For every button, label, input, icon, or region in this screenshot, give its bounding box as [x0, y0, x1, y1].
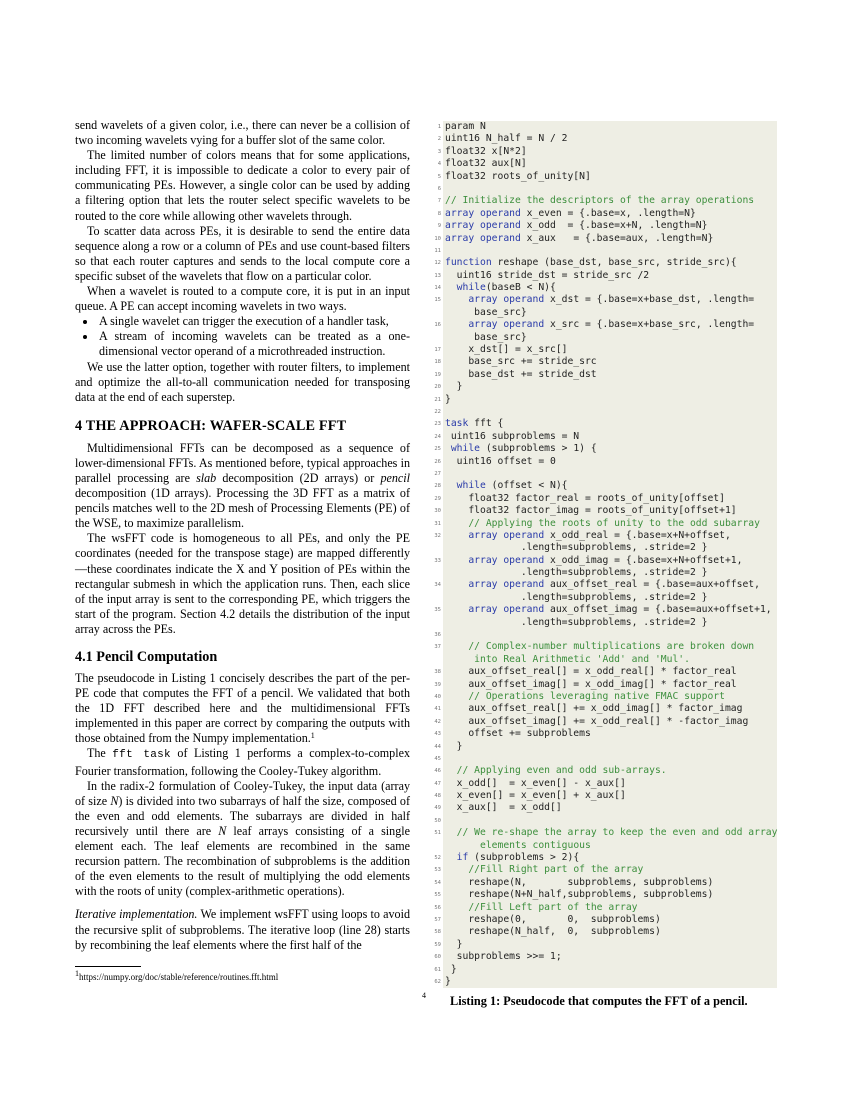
line-number: 27: [434, 470, 441, 477]
line-number: 2: [437, 136, 441, 143]
code-text: array operand x_odd = {.base=x+N, .length=N}: [443, 220, 777, 232]
line-number: 5: [437, 173, 441, 180]
code-text: base_src}: [443, 307, 777, 319]
code-line: [427, 964, 777, 976]
line-number: 14: [434, 285, 441, 292]
line-number: 59: [434, 941, 441, 948]
line-number: 34: [434, 582, 441, 589]
line-number: 60: [434, 954, 441, 961]
code-line: [427, 121, 777, 133]
code-text: }: [443, 381, 777, 393]
code-text: array operand x_odd_real = {.base=x+N+offset,: [443, 530, 777, 542]
code-line: [427, 889, 777, 901]
code-text: while (offset < N){: [443, 480, 777, 492]
code-line: [427, 592, 777, 604]
code-line: [427, 939, 777, 951]
code-text: }: [443, 939, 777, 951]
code-text: float32 x[N*2]: [443, 146, 777, 158]
code-text: float32 factor_real = roots_of_unity[offset]: [443, 493, 777, 505]
code-line: [427, 629, 777, 641]
line-number: 42: [434, 718, 441, 725]
code-listing: [427, 121, 777, 988]
line-number: 20: [434, 384, 441, 391]
code-line: [427, 431, 777, 443]
line-number: 61: [434, 966, 441, 973]
line-number: 50: [434, 817, 441, 824]
code-line: [427, 307, 777, 319]
line-number: 13: [434, 272, 441, 279]
line-number: 26: [434, 458, 441, 465]
code-text: // Complex-number multiplications are broken down: [443, 641, 777, 653]
code-text: // Applying even and odd sub-arrays.: [443, 765, 777, 777]
code-text: uint16 subproblems = N: [443, 431, 777, 443]
code-text: if (subproblems > 2){: [443, 852, 777, 864]
line-number: [427, 542, 443, 554]
line-number: 7: [437, 198, 441, 205]
code-text: x_dst[] = x_src[]: [443, 344, 777, 356]
code-line: [427, 691, 777, 703]
code-line: [427, 480, 777, 492]
line-number: 3: [437, 148, 441, 155]
code-line: [427, 864, 777, 876]
code-text: offset += subproblems: [443, 728, 777, 740]
line-number: [427, 654, 443, 666]
code-line: [427, 443, 777, 455]
code-line: [427, 158, 777, 170]
code-text: array operand x_odd_imag = {.base=x+N+offset+1,: [443, 555, 777, 567]
code-line: [427, 282, 777, 294]
line-number: [427, 840, 443, 852]
code-text: uint16 offset = 0: [443, 456, 777, 468]
code-text: base_src}: [443, 332, 777, 344]
code-line: [427, 926, 777, 938]
paragraph: send wavelets of a given color, i.e., there can never be a collision of two incoming wavelets vying for a buffer slot of the same color.: [75, 118, 410, 148]
code-line: [427, 542, 777, 554]
code-text: }: [443, 976, 777, 988]
code-text: array operand x_src = {.base=x+base_src, .length=: [443, 319, 777, 331]
code-text: reshape(N+N_half,subproblems, subproblems): [443, 889, 777, 901]
code-text: .length=subproblems, .stride=2 }: [443, 592, 777, 604]
code-text: x_aux[] = x_odd[]: [443, 802, 777, 814]
code-text: // We re-shape the array to keep the even and odd array: [443, 827, 777, 839]
line-number: 55: [434, 892, 441, 899]
code-text: into Real Arithmetic 'Add' and 'Mul'.: [443, 654, 777, 666]
listing-caption: Listing 1: Pseudocode that computes the FFT of a pencil.: [450, 994, 748, 1008]
code-line: [427, 319, 777, 331]
code-line: [427, 195, 777, 207]
code-text: param N: [443, 121, 777, 133]
paragraph: When a wavelet is routed to a compute core, it is put in an input queue. A PE can accept incoming wavelets in two ways.: [75, 284, 410, 314]
line-number: 22: [434, 408, 441, 415]
code-line: [427, 765, 777, 777]
code-text: subproblems >>= 1;: [443, 951, 777, 963]
code-line: [427, 418, 777, 430]
line-number: 33: [434, 557, 441, 564]
code-text: function reshape (base_dst, base_src, stride_src){: [443, 257, 777, 269]
line-number: 1: [437, 124, 441, 130]
code-text: reshape(0, 0, subproblems): [443, 914, 777, 926]
paragraph: Iterative implementation. We implement wsFFT using loops to avoid the recursive split of subproblems. The iterative loop (line 28) starts by recombining the leaf elements where the first half of the: [75, 907, 411, 952]
line-number: 4: [437, 161, 441, 168]
code-text: }: [443, 394, 777, 406]
code-line: [427, 703, 777, 715]
code-text: [443, 245, 777, 257]
code-text: .length=subproblems, .stride=2 }: [443, 542, 777, 554]
code-line: [427, 914, 777, 926]
code-text: }: [443, 964, 777, 976]
paragraph: The pseudocode in Listing 1 concisely describes the part of the per-PE code that computes the FFT of a pencil. We validated that both the 1D FFT described here and the multidimensional FFTs implemented in this paper are correct by comparing the outputs with those obtained from the Numpy implementation.$^1$: [75, 671, 410, 746]
line-number: 16: [434, 322, 441, 329]
line-number: 46: [434, 768, 441, 775]
paragraph: To scatter data across PEs, it is desirable to send the entire data sequence along a row or a column of PEs and use count-based filters so that each router captures and sends to the local compute core a specific subset of the wavelets that flow on a particular color.: [75, 223, 410, 283]
paragraph: The fft task of Listing 1 performs a complex-to-complex Fourier transformation, following the Cooley-Tukey algorithm.: [75, 746, 410, 778]
code-text: //Fill Left part of the array: [443, 902, 777, 914]
code-text: [443, 406, 777, 418]
code-line: [427, 171, 777, 183]
line-number: 39: [434, 681, 441, 688]
code-text: // Operations leveraging native FMAC support: [443, 691, 777, 703]
code-line: [427, 183, 777, 195]
code-line: [427, 815, 777, 827]
code-line: [427, 877, 777, 889]
line-number: [427, 617, 443, 629]
code-text: array operand x_aux = {.base=aux, .length=N}: [443, 233, 777, 245]
line-number: 31: [434, 520, 441, 527]
line-number: 53: [434, 867, 441, 874]
code-line: [427, 555, 777, 567]
code-text: //Fill Right part of the array: [443, 864, 777, 876]
code-line: [427, 245, 777, 257]
code-line: [427, 679, 777, 691]
code-line: [427, 716, 777, 728]
code-text: base_dst += stride_dst: [443, 369, 777, 381]
footnote: $^1$https://numpy.org/doc/stable/reference/routines.fft.html: [75, 969, 279, 982]
line-number: 41: [434, 706, 441, 713]
code-line: [427, 146, 777, 158]
code-line: [427, 233, 777, 245]
code-line: [427, 617, 777, 629]
code-text: array operand aux_offset_real = {.base=aux+offset,: [443, 579, 777, 591]
code-line: [427, 456, 777, 468]
code-line: [427, 369, 777, 381]
code-line: [427, 220, 777, 232]
code-text: [443, 629, 777, 641]
footnote-url[interactable]: https://numpy.org/doc/stable/reference/routines.fft.html: [79, 972, 279, 982]
code-line: [427, 840, 777, 852]
paragraph: We use the latter option, together with router filters, to implement and optimize the all-to-all communication needed for transposing data at the end of each superstep.: [75, 359, 410, 404]
code-line: [427, 332, 777, 344]
line-number: 29: [434, 495, 441, 502]
list-item: • A single wavelet can trigger the execution of a handler task,: [97, 314, 410, 329]
line-number: 6: [437, 185, 441, 192]
code-text: while (subproblems > 1) {: [443, 443, 777, 455]
section-heading: 4 THE APPROACH: WAFER-SCALE FFT: [75, 417, 347, 434]
code-text: array operand x_even = {.base=x, .length=N}: [443, 208, 777, 220]
code-text: array operand x_dst = {.base=x+base_dst, .length=: [443, 294, 777, 306]
line-number: [427, 567, 443, 579]
line-number: 8: [437, 210, 441, 217]
code-text: array operand aux_offset_imag = {.base=aux+offset+1,: [443, 604, 777, 616]
code-text: float32 roots_of_unity[N]: [443, 171, 777, 183]
code-line: [427, 579, 777, 591]
code-text: task fft {: [443, 418, 777, 430]
code-text: .length=subproblems, .stride=2 }: [443, 617, 777, 629]
code-line: [427, 728, 777, 740]
code-text: .length=subproblems, .stride=2 }: [443, 567, 777, 579]
line-number: 56: [434, 904, 441, 911]
line-number: 19: [434, 371, 441, 378]
code-line: [427, 654, 777, 666]
line-number: 38: [434, 669, 441, 676]
code-text: base_src += stride_src: [443, 356, 777, 368]
code-text: [443, 815, 777, 827]
line-number: 51: [434, 830, 441, 837]
line-number: 15: [434, 297, 441, 304]
code-text: [443, 753, 777, 765]
line-number: 52: [434, 855, 441, 862]
code-line: [427, 356, 777, 368]
line-number: 57: [434, 917, 441, 923]
code-line: [427, 753, 777, 765]
code-line: [427, 468, 777, 480]
line-number: 24: [434, 433, 441, 440]
paragraph: The limited number of colors means that for some applications, including FFT, it is impossible to dedicate a color to every pair of communicating PEs. However, a single color can be used by adding a filtering option that lets the router select specific wavelets to be routed to the core while allowing other wavelets through.: [75, 148, 410, 223]
line-number: 44: [434, 743, 441, 750]
page-number: 4: [422, 991, 426, 1000]
code-line: [427, 852, 777, 864]
line-number: 40: [434, 693, 441, 700]
code-text: [443, 468, 777, 480]
bullet-list: [75, 314, 410, 359]
line-number: 37: [434, 644, 441, 651]
line-number: 23: [434, 421, 441, 428]
code-line: [427, 208, 777, 220]
code-line: [427, 270, 777, 282]
code-line: [427, 530, 777, 542]
code-text: aux_offset_imag[] = x_odd_imag[] * factor_real: [443, 679, 777, 691]
code-text: reshape(N_half, 0, subproblems): [443, 926, 777, 938]
line-number: 25: [434, 446, 441, 453]
line-number: 36: [434, 632, 441, 639]
code-text: aux_offset_imag[] += x_odd_real[] * -factor_imag: [443, 716, 777, 728]
code-line: [427, 394, 777, 406]
line-number: 45: [434, 755, 441, 762]
code-line: [427, 406, 777, 418]
code-text: aux_offset_real[] += x_odd_imag[] * factor_imag: [443, 703, 777, 715]
code-line: [427, 790, 777, 802]
left-column: [75, 118, 410, 953]
code-line: [427, 666, 777, 678]
footnote-marker: 1: [310, 731, 315, 741]
line-number: 49: [434, 805, 441, 812]
line-number: 30: [434, 508, 441, 515]
line-number: 18: [434, 359, 441, 366]
line-number: 9: [437, 223, 441, 230]
code-line: [427, 976, 777, 988]
line-number: 54: [434, 879, 441, 886]
code-text: [443, 183, 777, 195]
code-line: [427, 493, 777, 505]
code-line: [427, 641, 777, 653]
subsection-heading: 4.1 Pencil Computation: [75, 649, 218, 665]
code-text: x_odd[] = x_even[] - x_aux[]: [443, 778, 777, 790]
paragraph: In the radix-2 formulation of Cooley-Tukey, the input data (array of size N) is divided into two subarrays of half the size, composed of the even and odd elements. The subarrays are divided in half recursively until there are N leaf arrays consisting of a single element each. The leaf elements are recombined in the same recursion pattern. The recombination of subproblems is the addition of the even elements to the result of multiplying the odd elements with the roots of unity (complex-arithmetic operations).: [75, 778, 410, 899]
code-text: uint16 N_half = N / 2: [443, 133, 777, 145]
line-number: 58: [434, 929, 441, 936]
code-line: [427, 505, 777, 517]
code-text: // Applying the roots of unity to the odd subarray: [443, 518, 777, 530]
code-text: }: [443, 741, 777, 753]
code-line: [427, 802, 777, 814]
line-number: 47: [434, 780, 441, 787]
code-line: [427, 567, 777, 579]
code-text: while(baseB < N){: [443, 282, 777, 294]
code-line: [427, 133, 777, 145]
code-text: // Initialize the descriptors of the array operations: [443, 195, 777, 207]
line-number: 48: [434, 793, 441, 800]
line-number: 12: [434, 260, 441, 267]
line-number: [427, 307, 443, 319]
footnote-rule: [75, 966, 141, 967]
line-number: 11: [434, 247, 441, 254]
paragraph: Multidimensional FFTs can be decomposed as a sequence of lower-dimensional FFTs. As mentioned before, typical approaches in parallel processing are slab decomposition (2D arrays) or pencil decomposition (1D arrays). Processing the 3D FFT as a matrix of pencils matches well to the 2D mesh of Processing Elements (PE) of the WSE, to maximize parallelism.: [75, 440, 410, 531]
code-line: [427, 902, 777, 914]
code-text: elements contiguous: [443, 840, 777, 852]
code-line: [427, 257, 777, 269]
code-text: x_even[] = x_even[] + x_aux[]: [443, 790, 777, 802]
code-text: reshape(N, subproblems, subproblems): [443, 877, 777, 889]
line-number: 62: [434, 978, 441, 985]
code-line: [427, 381, 777, 393]
line-number: 28: [434, 483, 441, 490]
code-line: [427, 778, 777, 790]
line-number: [427, 592, 443, 604]
line-number: 17: [434, 347, 441, 354]
code-text: float32 factor_imag = roots_of_unity[offset+1]: [443, 505, 777, 517]
line-number: 43: [434, 731, 441, 738]
code-line: [427, 741, 777, 753]
line-number: 35: [434, 607, 441, 614]
code-text: float32 aux[N]: [443, 158, 777, 170]
code-line: [427, 951, 777, 963]
code-line: [427, 604, 777, 616]
code-text: aux_offset_real[] = x_odd_real[] * factor_real: [443, 666, 777, 678]
paragraph: The wsFFT code is homogeneous to all PEs, and only the PE coordinates (needed for the transpose stage) are mapped differently—these coordinates indicate the X and Y position of PEs within the rectangular submesh in which the application runs. Then, each slice of the input array is sent to the corresponding PE, which triggers the start of the program. Section 4.2 details the distribution of the input array across the PEs.: [75, 531, 410, 636]
line-number: 10: [434, 235, 441, 242]
code-line: [427, 294, 777, 306]
code-text: uint16 stride_dst = stride_src /2: [443, 270, 777, 282]
line-number: 32: [434, 532, 441, 539]
code-line: [427, 344, 777, 356]
list-item: • A stream of incoming wavelets can be treated as a one-dimensional vector operand of a microthreaded instruction.: [97, 329, 410, 359]
code-line: [427, 827, 777, 839]
code-line: [427, 518, 777, 530]
line-number: [427, 332, 443, 344]
line-number: 21: [434, 396, 441, 403]
